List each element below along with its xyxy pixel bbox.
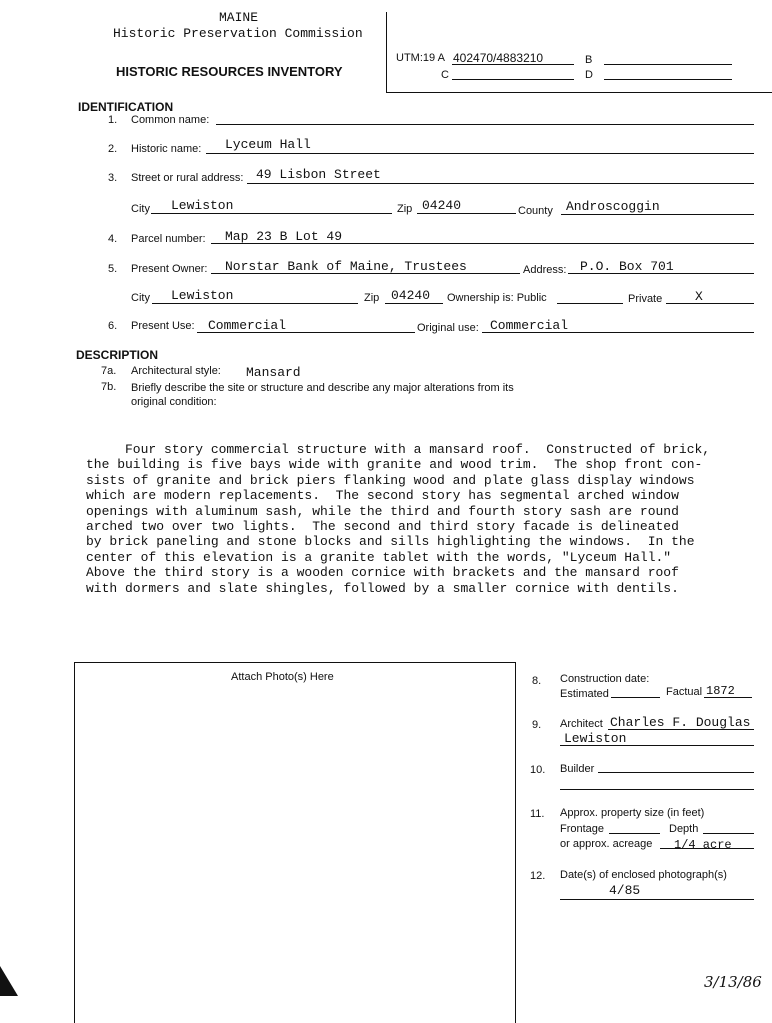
owner-field[interactable] (211, 273, 520, 274)
owner-value: Norstar Bank of Maine, Trustees (225, 259, 467, 274)
parcel-field[interactable] (211, 243, 754, 244)
item-1-num: 1. (108, 114, 118, 126)
size-label: Approx. property size (in feet) (560, 807, 705, 819)
original-use-field[interactable] (482, 332, 754, 333)
county-value: Androscoggin (566, 199, 660, 214)
form-title: HISTORIC RESOURCES INVENTORY (116, 64, 343, 79)
owner-zip-label: Zip (364, 292, 380, 304)
historic-name-value: Lyceum Hall (225, 137, 311, 152)
acreage-label: or approx. acreage (560, 838, 653, 850)
utm-label: UTM:19 A (396, 52, 445, 64)
item-8-num: 8. (532, 675, 542, 687)
utm-value: 402470/4883210 (453, 51, 544, 65)
description-paragraph: Four story commercial structure with a mansard roof. Constructed of brick, the building is five bays wide with granite and wood trim. The shop front con- sists of granite and brick piers flanking wood and plate glass display windows which are modern replacements. The second story has segmental arched window openings with aluminum sash, while the third and fourth story sash are round arched two over two lights. The second and third story facade is delineated by brick paneling and stone blocks and sills highlighting the windows. In the center of this elevation is a granite tablet with the words, "Lyceum Hall." Above the third story is a wooden cornice with brackets and the mansard roof with dormers and slate shingles, followed by a smaller cornice with dentils. (86, 442, 711, 596)
item-4-num: 4. (108, 233, 118, 245)
item-7a-num: 7a. (101, 365, 117, 377)
frontage-field[interactable] (609, 833, 660, 834)
describe-instruction-2: original condition: (131, 396, 217, 408)
item-6-num: 6. (108, 320, 118, 332)
builder-field[interactable] (598, 772, 754, 773)
depth-field[interactable] (703, 833, 754, 834)
owner-city-value: Lewiston (171, 288, 234, 303)
city-label: City (131, 203, 150, 215)
owner-address-value: P.O. Box 701 (580, 259, 674, 274)
parcel-label: Parcel number: (131, 233, 206, 245)
owner-address-label: Address: (523, 264, 567, 276)
owner-city-field[interactable] (152, 303, 358, 304)
state-title: MAINE (219, 10, 259, 25)
item-7b-num: 7b. (101, 381, 117, 393)
corner-triangle-mark (0, 966, 20, 996)
estimated-label: Estimated (560, 688, 609, 700)
historic-name-label: Historic name: (131, 143, 202, 155)
zip-value: 04240 (422, 198, 462, 213)
utm-d-line (604, 79, 732, 80)
historic-name-field[interactable] (206, 153, 754, 154)
public-field[interactable] (557, 303, 623, 304)
item-9-num: 9. (532, 719, 542, 731)
address-value: 49 Lisbon Street (256, 167, 381, 182)
present-use-label: Present Use: (131, 320, 195, 332)
utm-c-line (452, 79, 574, 80)
factual-label: Factual (666, 686, 703, 698)
architect-field-2[interactable] (560, 745, 754, 746)
address-label: Street or rural address: (131, 172, 244, 184)
city-value: Lewiston (171, 198, 234, 213)
present-use-value: Commercial (208, 318, 287, 333)
item-11-num: 11. (530, 808, 545, 820)
factual-value: 1872 (706, 684, 735, 698)
builder-field-2[interactable] (560, 789, 754, 790)
city-field[interactable] (151, 213, 392, 214)
estimated-field[interactable] (611, 697, 660, 698)
owner-city-label: City (131, 292, 150, 304)
private-field[interactable] (666, 303, 754, 304)
photo-box-label: Attach Photo(s) Here (231, 671, 334, 683)
architect-label: Architect (560, 718, 603, 730)
item-3-num: 3. (108, 172, 118, 184)
depth-label: Depth (669, 823, 699, 835)
utm-a-line (452, 64, 574, 65)
architect-field[interactable] (608, 729, 754, 730)
item-10-num: 10. (530, 764, 546, 776)
architect-value: Charles F. Douglas (610, 715, 751, 730)
common-name-label: Common name: (131, 114, 210, 126)
present-use-field[interactable] (197, 332, 415, 333)
private-label: Private (628, 293, 663, 305)
describe-instruction-1: Briefly describe the site or structure and describe any major alterations from its (131, 382, 514, 394)
photo-dates-label: Date(s) of enclosed photograph(s) (560, 869, 727, 881)
utm-c-label: C (441, 69, 449, 81)
common-name-field[interactable] (216, 124, 754, 125)
zip-label: Zip (397, 203, 413, 215)
photo-dates-value: 4/85 (609, 883, 641, 898)
item-2-num: 2. (108, 143, 118, 155)
builder-label: Builder (560, 763, 595, 775)
utm-b-label: B (585, 54, 593, 66)
item-5-num: 5. (108, 263, 118, 275)
address-field[interactable] (247, 183, 754, 184)
zip-field[interactable] (417, 213, 516, 214)
utm-b-line (604, 64, 732, 65)
factual-field[interactable] (704, 697, 752, 698)
photo-attach-box (74, 662, 516, 1023)
original-use-label: Original use: (417, 322, 479, 334)
architect-city-value: Lewiston (564, 731, 627, 746)
ownership-label: Ownership is: Public (447, 292, 547, 304)
identification-heading: IDENTIFICATION (78, 100, 174, 114)
handwritten-date: 3/13/86 (704, 973, 762, 991)
owner-zip-field[interactable] (385, 303, 443, 304)
description-heading: DESCRIPTION (76, 348, 159, 362)
acreage-value: 1/4 acre (674, 838, 732, 852)
owner-label: Present Owner: (131, 263, 208, 275)
parcel-value: Map 23 B Lot 49 (225, 229, 343, 244)
construction-label: Construction date: (560, 673, 650, 685)
county-label: County (518, 205, 553, 217)
frontage-label: Frontage (560, 823, 605, 835)
acreage-field[interactable] (660, 848, 754, 849)
original-use-value: Commercial (490, 318, 569, 333)
private-value: X (695, 289, 703, 304)
photo-dates-field[interactable] (560, 899, 754, 900)
style-value: Mansard (246, 365, 301, 380)
item-12-num: 12. (530, 870, 546, 882)
utm-d-label: D (585, 69, 593, 81)
commission-title: Historic Preservation Commission (113, 26, 363, 41)
owner-address-field[interactable] (568, 273, 754, 274)
owner-zip-value: 04240 (391, 288, 431, 303)
county-field[interactable] (561, 214, 754, 215)
style-label: Architectural style: (131, 365, 221, 377)
